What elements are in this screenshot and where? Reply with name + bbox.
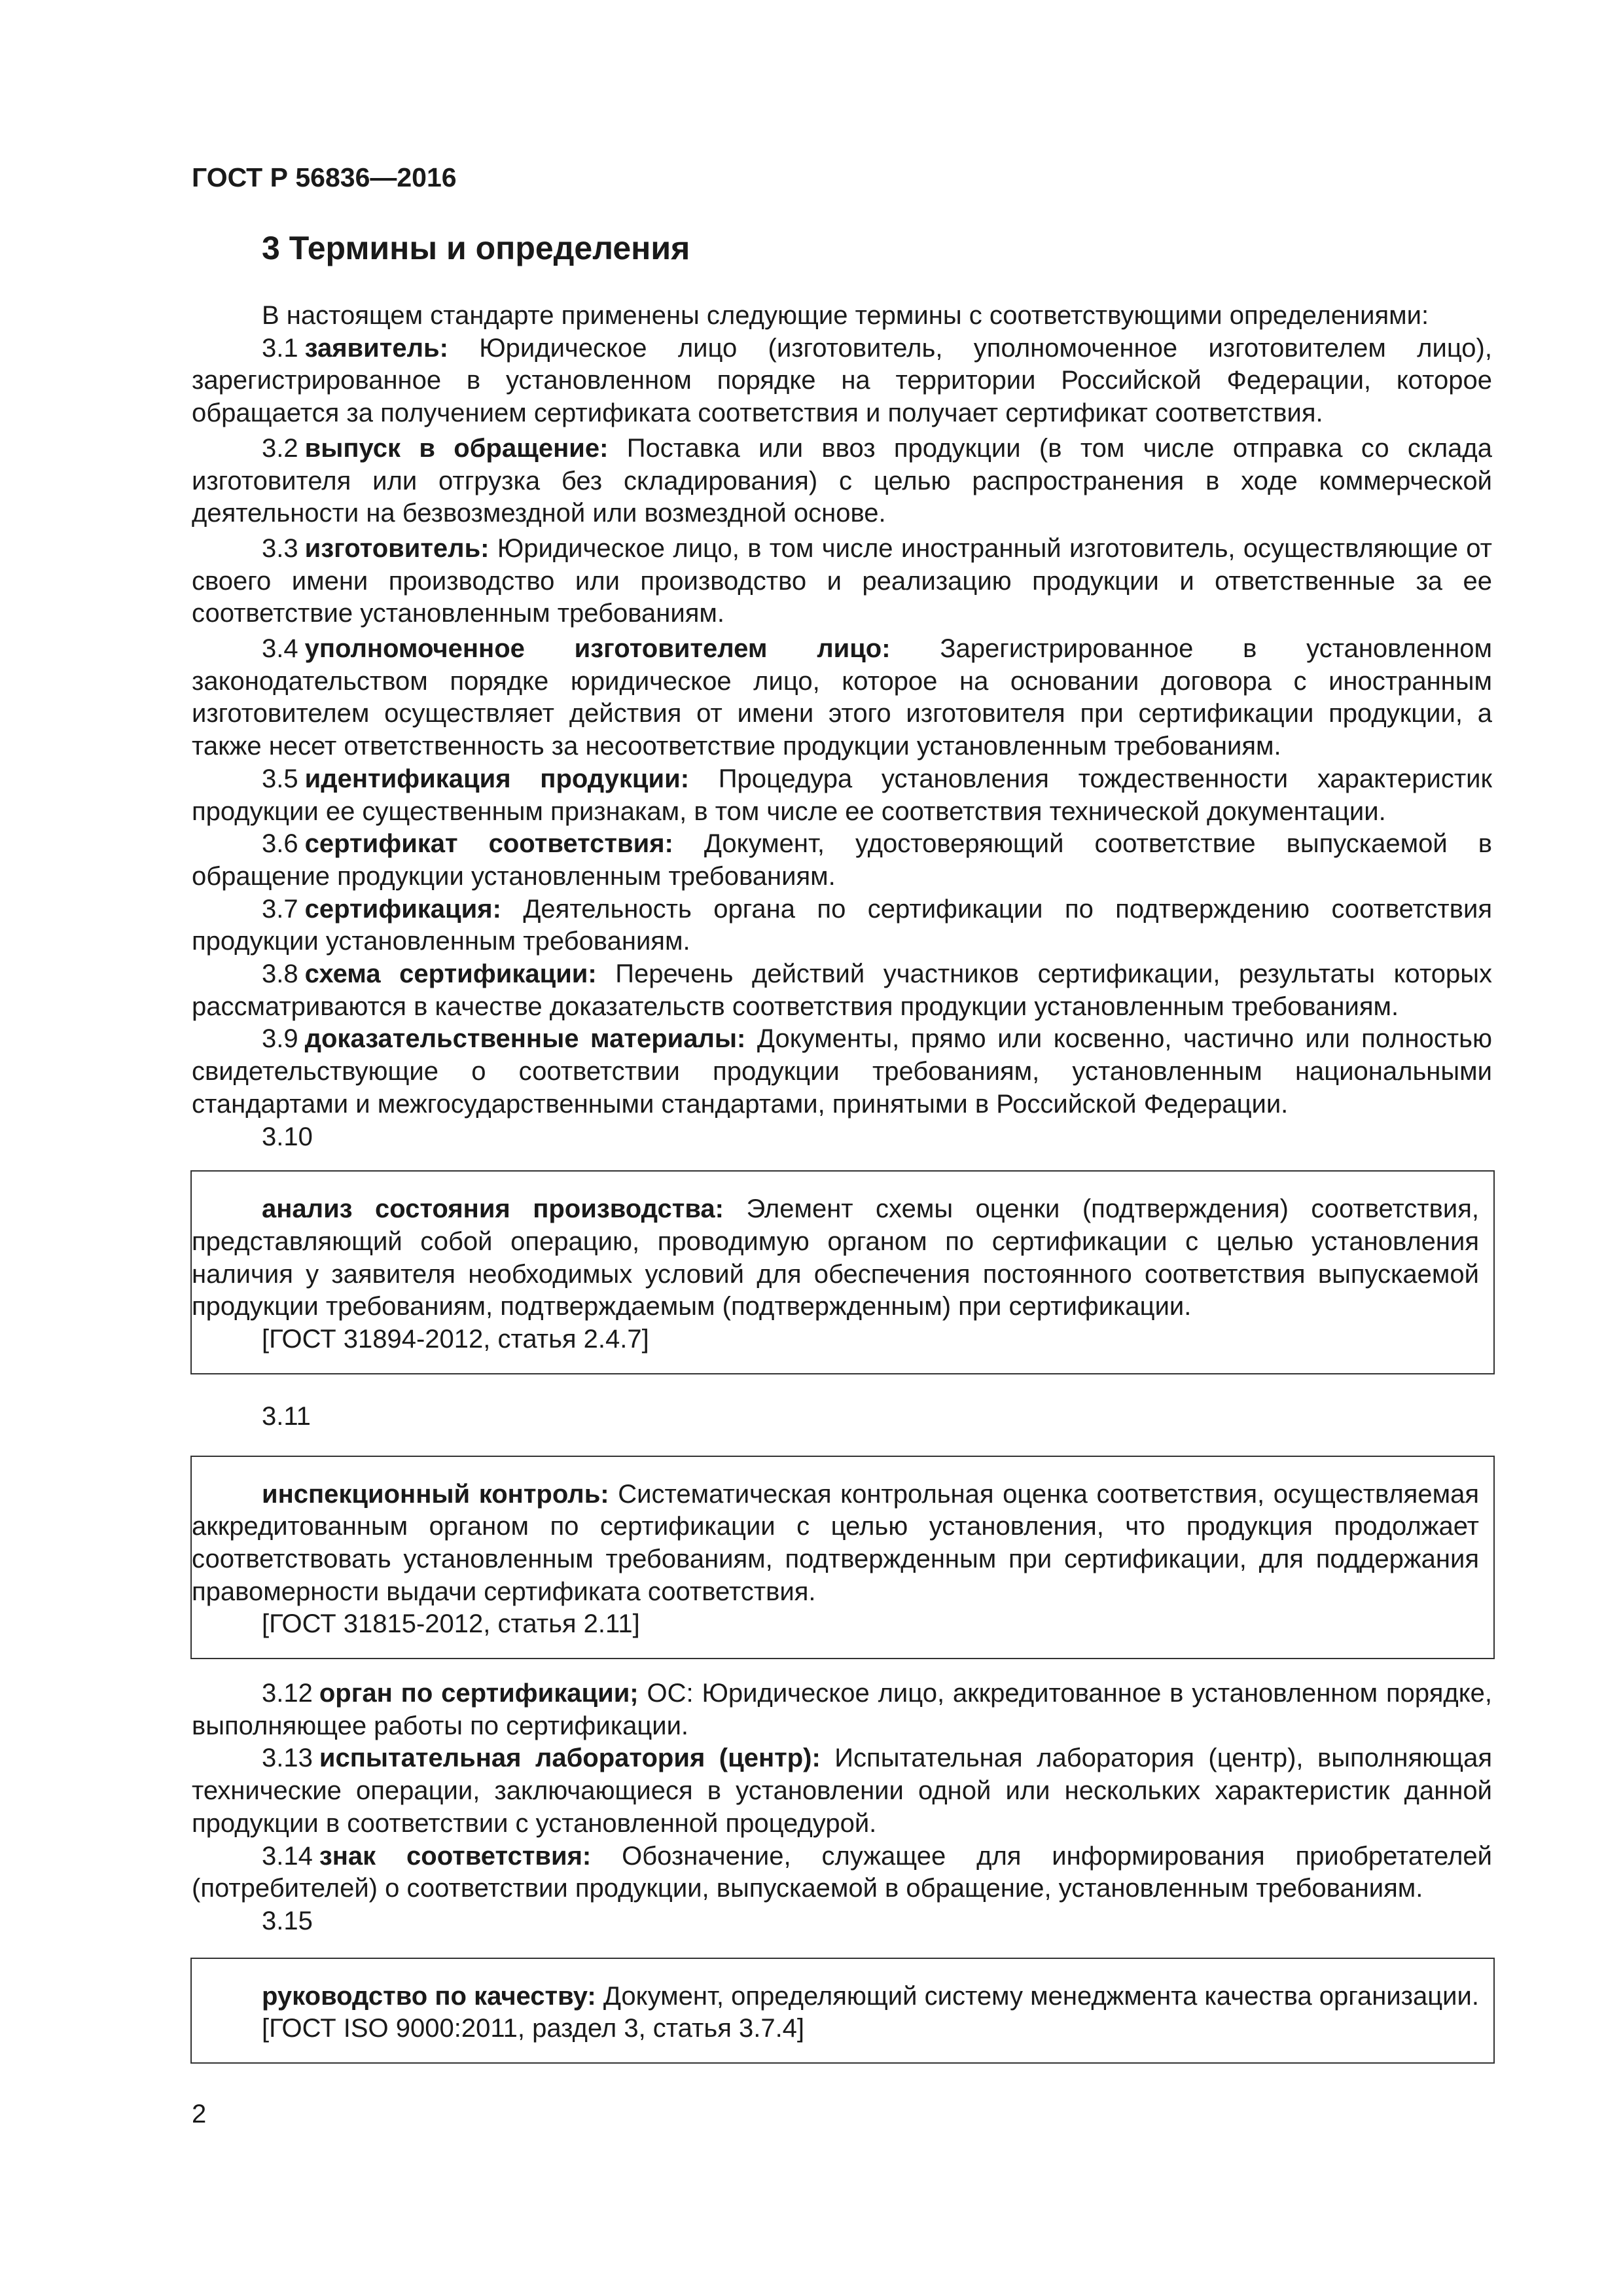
term-3-2: 3.2 выпуск в обращение: Поставка или ввоз продукции (в том числе отправка со склада изготовителя или отгрузка без складирования) с целью распространения в ходе коммерческой деятельности на безвозмездной или возмездной основе. — [192, 433, 1493, 528]
term-name: доказательственные материалы: — [304, 1024, 746, 1054]
term-name: руководство по качеству: — [262, 1981, 596, 2011]
term-definition: Документ, определяющий систему менеджмента качества организации. — [603, 1981, 1479, 2011]
term-definition: Юридическое лицо (изготовитель, уполномоченное изготовителем лицо), зарегистрированное в установленном порядке на территории Российской Федерации, которое обращается за получением сертификата соответствия и получает сертификат соответствия. — [192, 333, 1492, 428]
intro-paragraph: В настоящем стандарте применены следующие термины с соответствующими определениями: — [262, 301, 1429, 330]
terms-content — [192, 300, 1492, 2064]
term-definition: Обозначение, служащее для информирования приобретателей (потребителей) о соответствии продукции, выпускаемой в обращение, установленным требованиям. — [192, 1841, 1493, 1903]
term-abbreviation: ОС: — [638, 1679, 694, 1708]
quoted-definition-box — [190, 1958, 1495, 2064]
term-definition: Деятельность органа по сертификации по подтверждению соответствия продукции установленным требованиям. — [192, 894, 1492, 956]
term-name: испытательная лаборатория (центр): — [319, 1744, 821, 1773]
term-definition: Перечень действий участников сертификации, результаты которых рассматриваются в качестве доказательств соответствия продукции установленным требованиям. — [192, 960, 1492, 1021]
term-3-5: 3.5 идентификация продукции: Процедура установления тождественности характеристик продукции ее существенным признакам, в том числе ее соответствия технической документации. — [192, 764, 1492, 826]
source-reference: [ГОСТ 31815-2012, статья 2.11] — [262, 1609, 640, 1639]
term-definition: Процедура установления тождественности характеристик продукции ее существенным признакам, в том числе ее соответствия технической документации. — [192, 764, 1492, 826]
term-definition: Юридическое лицо, аккредитованное в установленном порядке, выполняющее работы по сертификации. — [192, 1679, 1493, 1740]
quoted-definition-box — [190, 1456, 1495, 1660]
document-code: ГОСТ Р 56836—2016 — [192, 162, 457, 192]
source-reference: [ГОСТ 31894-2012, статья 2.4.7] — [262, 1325, 649, 1354]
term-definition: Систематическая контрольная оценка соответствия, осуществляемая аккредитованным органом по сертификации с целью установления, что продукция продолжает соответствовать установленным требованиям, подтвержденным при сертификации, для поддержания правомерности выдачи сертификата соответствия. — [192, 1479, 1479, 1606]
term-definition: Испытательная лаборатория (центр), выполняющая технические операции, заключающиеся в установлении одной или нескольких характеристик данной продукции в соответствии с установленной процедурой. — [192, 1744, 1492, 1838]
term-name: инспекционный контроль: — [262, 1479, 609, 1509]
term-definition: Документы, прямо или косвенно, частично или полностью свидетельствующие о соответствии продукции требованиям, установленным национальными стандартами и межгосударственными стандартами, принятыми в Российской Федерации. — [192, 1024, 1492, 1119]
boxed-term-3-10 — [192, 1193, 1493, 1323]
term-3-13: 3.13 испытательная лаборатория (центр): Испытательная лаборатория (центр), выполняющая технические операции, заключающиеся в установлении одной или нескольких характеристик данной продукции в соответствии с установленной процедурой. — [192, 1744, 1492, 1838]
term-name: орган по сертификации; — [319, 1679, 639, 1708]
term-3-1: 3.1 заявитель: Юридическое лицо (изготовитель, уполномоченное изготовителем лицо), зарегистрированное в установленном порядке на территории Российской Федерации, которое обращается за получением сертификата соответствия и получает сертификат соответствия. — [192, 333, 1492, 428]
term-definition: Документ, удостоверяющий соответствие выпускаемой в обращение продукции установленным требованиям. — [192, 829, 1492, 891]
section-title: 3 Термины и определения — [262, 230, 690, 266]
source-reference: [ГОСТ ISO 9000:2011, раздел 3, статья 3.7.4] — [262, 2014, 805, 2043]
term-name: уполномоченное изготовителем лицо: — [304, 634, 891, 664]
term-name: идентификация продукции: — [304, 764, 690, 793]
boxed-term-3-11 — [192, 1479, 1493, 1609]
term-definition: Зарегистрированное в установленном законодательством порядке юридическое лицо, которое на основании договора с иностранным изготовителем осуществляет действия от имени этого изготовителя при сертификации продукции, а также несет ответственность за несоответствие продукции установленным требованиям. — [192, 634, 1493, 761]
term-number-3-15: 3.15 — [262, 1906, 313, 1935]
term-name: анализ состояния производства: — [262, 1194, 724, 1224]
term-3-9: 3.9 доказательственные материалы: Документы, прямо или косвенно, частично или полностью свидетельствующие о соответствии продукции требованиям, установленным национальными стандартами и межгосударственными стандартами, принятыми в Российской Федерации. — [192, 1024, 1492, 1119]
term-3-8: 3.8 схема сертификации: Перечень действий участников сертификации, результаты которых рассматриваются в качестве доказательств соответствия продукции установленным требованиям. — [192, 960, 1492, 1021]
term-name: сертификация: — [304, 894, 501, 924]
term-name: схема сертификации: — [304, 960, 597, 989]
term-3-12: 3.12 орган по сертификации; ОС: Юридическое лицо, аккредитованное в установленном порядке, выполняющее работы по сертификации. — [192, 1679, 1493, 1740]
boxed-term-3-15 — [192, 1981, 1493, 2013]
term-3-3: 3.3 изготовитель: Юридическое лицо, в том числе иностранный изготовитель, осуществляющие от своего имени производство или производство и реализацию продукции и ответственные за ее соответствие установленным требованиям. — [192, 533, 1492, 628]
term-name: заявитель: — [304, 333, 448, 363]
term-definition: Юридическое лицо, в том числе иностранный изготовитель, осуществляющие от своего имени производство или производство и реализацию продукции и ответственные за ее соответствие установленным требованиям. — [192, 533, 1492, 628]
term-3-7: 3.7 сертификация: Деятельность органа по сертификации по подтверждению соответствия продукции установленным требованиям. — [192, 894, 1492, 956]
term-name: знак соответствия: — [319, 1841, 592, 1871]
term-name: выпуск в обращение: — [304, 433, 609, 463]
term-number-3-10: 3.10 — [262, 1122, 313, 1151]
term-3-14: 3.14 знак соответствия: Обозначение, служащее для информирования приобретателей (потребителей) о соответствии продукции, выпускаемой в обращение, установленным требованиям. — [192, 1841, 1493, 1903]
term-number-3-11: 3.11 — [262, 1401, 311, 1431]
quoted-definition-box — [190, 1170, 1495, 1374]
page-number: 2 — [192, 2100, 207, 2128]
term-name: изготовитель: — [304, 533, 490, 563]
term-definition: Элемент схемы оценки (подтверждения) соответствия, представляющий собой операцию, проводимую органом по сертификации с целью установления наличия у заявителя необходимых условий для обеспечения постоянного соответствия выпускаемой продукции требованиям, подтверждаемым (подтвержденным) при сертификации. — [192, 1194, 1479, 1321]
term-3-4: 3.4 уполномоченное изготовителем лицо: Зарегистрированное в установленном законодательством порядке юридическое лицо, которое на основании договора с иностранным изготовителем осуществляет действия от имени этого изготовителя при сертификации продукции, а также несет ответственность за несоответствие продукции установленным требованиям. — [192, 634, 1493, 761]
term-3-6: 3.6 сертификат соответствия: Документ, удостоверяющий соответствие выпускаемой в обращение продукции установленным требованиям. — [192, 829, 1492, 891]
term-definition: Поставка или ввоз продукции (в том числе отправка со склада изготовителя или отгрузка без складирования) с целью распространения в ходе коммерческой деятельности на безвозмездной или возмездной основе. — [192, 433, 1493, 528]
term-name: сертификат соответствия: — [304, 829, 673, 859]
